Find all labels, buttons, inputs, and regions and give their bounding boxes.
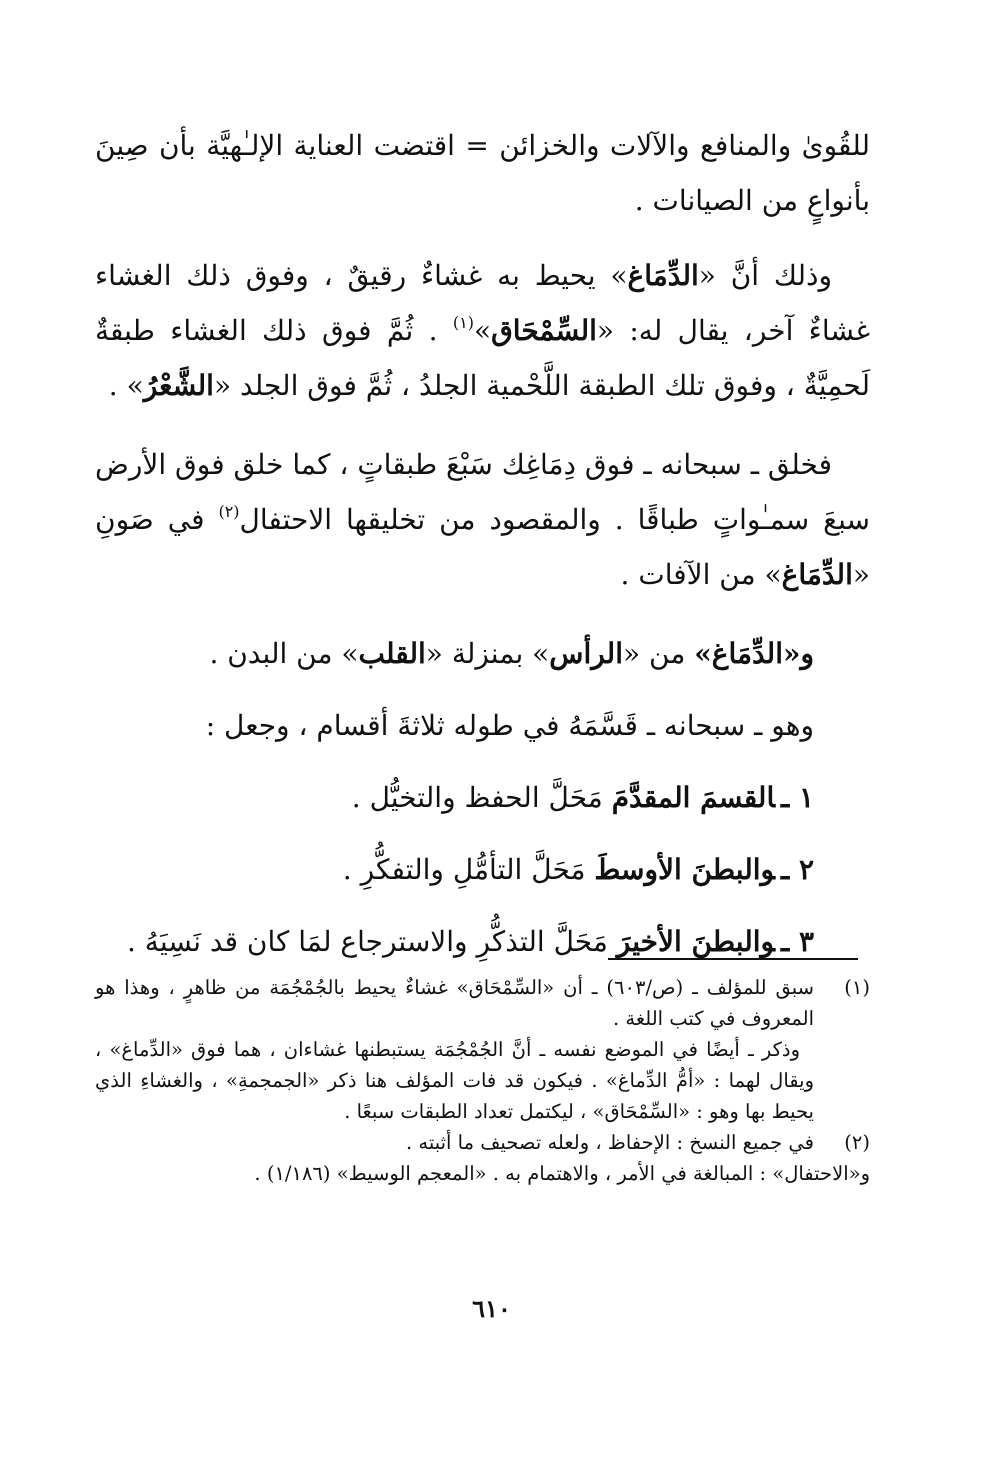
item-1-text: مَحَلَّ الحفظ والتخيُّل . [351, 781, 612, 814]
p2-text-d: . ثُمَّ فوق ذلك الغشاء طبقةٌ لَحمِيَّةٌ ، وفوق تلك الطبقة اللَّحْمية الجلدُ ، ثُمَّ فوق الجلد « [95, 314, 870, 402]
p2-text-c: » [473, 314, 492, 347]
footnote-1-para-1: سبق للمؤلف ـ (ص/٦٠٣) ـ أن «السِّمْحَاق» غشاءٌ يحيط بالجُمْجُمَة من ظاهرٍ ، وهذا هو المعروف في كتب اللغة . [95, 976, 815, 1030]
l4-term-head: الرأس [549, 637, 623, 670]
list-item-3 [95, 914, 870, 969]
main-text [95, 118, 870, 986]
p2-text-a: وذلك أنَّ « [698, 259, 832, 292]
footnote-1 [95, 972, 870, 1127]
footnote-1-number: (١) [844, 976, 870, 999]
paragraph-1-text: للقُوىٰ والمنافع والآلات والخزائن = اقتضت العناية الإلـٰهيَّة بأن صِينَ بأنواعٍ من الصيانات . [95, 129, 870, 217]
footnote-1-para-2: وذكر ـ أيضًا في الموضع نفسه ـ أنَّ الجُمْجُمَة يستبطنها غشاءان ، هما فوق «الدِّماغ» ، ويقال لهما : «أمُّ الدِّماغ» . فيكون قد فات المؤلف هنا ذكر «الجمجمةِ» ، والغشاءِ الذي يحيط بها وهو : «السِّمْحَاق» ، ليكتمل تعداد الطبقات سبعًا . [95, 1038, 814, 1123]
list-item-2 [95, 842, 870, 897]
list-item-1 [95, 770, 870, 825]
footnote-2-para-1: في جميع النسخ : الإحفاظ ، ولعله تصحيف ما أثبته . [406, 1131, 814, 1154]
item-1-number: ١ ـ [781, 781, 814, 814]
l4-term-heart: القلب [358, 637, 426, 670]
p3-text-c: » من الآفات . [620, 558, 782, 591]
footnote-2-number: (٢) [844, 1131, 870, 1154]
item-3-number: ٣ ـ [781, 925, 814, 958]
item-3-term: والبطنَ الأخيرَ [616, 925, 775, 958]
p2-term-pericranium: السِّمْحَاق [491, 314, 597, 347]
item-2-number: ٢ ـ [781, 853, 814, 886]
footnotes [95, 972, 870, 1189]
p3-text-a: فخلق ـ سبحانه ـ فوق دِمَاغِك سَبْعَ طبقاتٍ ، كما خلق فوق الأرض سبعَ سمـٰواتٍ طباقًا . والمقصود من تخليقها الاحتفال [95, 448, 870, 536]
footnote-2 [95, 1127, 870, 1158]
line-5 [95, 698, 870, 753]
footnote-separator [608, 958, 858, 960]
page-number: ٦١٠ [472, 1294, 511, 1323]
p2-text-b: » يحيط به غشاءٌ رقيقٌ ، وفوق ذلك الغشاء غشاءٌ آخر، يقال له: « [95, 259, 871, 347]
p2-term-brain: الدِّمَاغ [627, 259, 699, 292]
p3-term-brain: الدِّمَاغ [781, 558, 853, 591]
l4-term-brain: و«الدِّمَاغ» [694, 637, 814, 670]
l4-text-b: » بمنزلة « [425, 637, 550, 670]
footnote-ref-1[interactable]: (١) [452, 312, 474, 332]
item-2-text: مَحَلَّ التأمُّلِ والتفكُّرِ . [342, 853, 595, 886]
l4-text-a: من « [622, 637, 695, 670]
item-3-text: مَحَلَّ التذكُّرِ والاسترجاع لمَا كان قد نَسِيَهُ . [127, 925, 617, 958]
item-2-term: والبطنَ الأوسطَ [594, 853, 775, 886]
paragraph-2 [95, 248, 870, 413]
footnote-ref-2[interactable]: (٢) [218, 501, 240, 521]
p2-term-hair: الشَّعْرُ [143, 369, 214, 402]
paragraph-1 [95, 118, 870, 228]
paragraph-3 [95, 437, 870, 602]
line-4 [95, 626, 870, 681]
item-1-term: القسمَ المقدَّمَ [611, 781, 775, 814]
footnote-2-para-2: و«الاحتفال» : المبالغة في الأمر ، والاهتمام به . «المعجم الوسيط» (١/١٨٦) . [254, 1162, 870, 1185]
line-5-text: وهو ـ سبحانه ـ قَسَّمَهُ في طوله ثلاثةَ أقسام ، وجعل : [205, 709, 814, 742]
l4-text-c: » من البدن . [209, 637, 359, 670]
p3-text-b: في صَونِ « [95, 503, 870, 591]
p2-text-e: » . [108, 369, 144, 402]
